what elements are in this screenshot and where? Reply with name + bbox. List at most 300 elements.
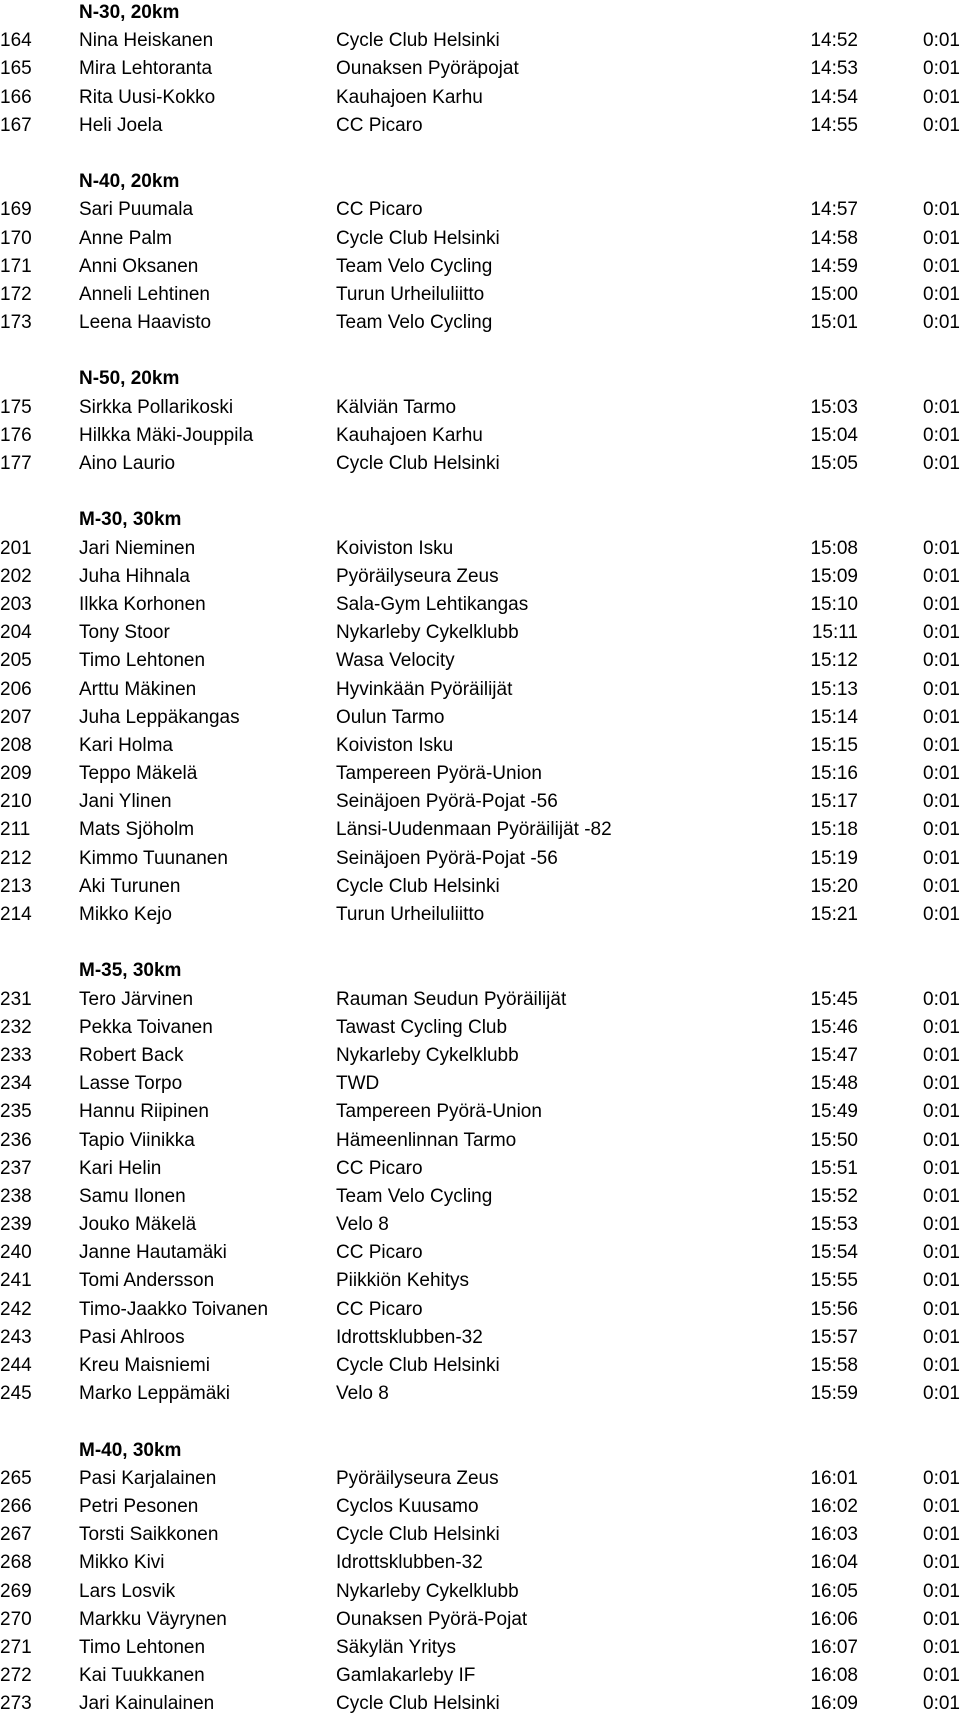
bib-number: 271 <box>0 1636 32 1658</box>
category-title: M-40, 30km <box>79 1439 182 1461</box>
bib-number: 164 <box>0 30 32 52</box>
bib-number: 272 <box>0 1665 32 1687</box>
rider-name: Hannu Riipinen <box>79 1101 209 1123</box>
bib-number: 204 <box>0 622 32 644</box>
start-time: 16:07 <box>810 1636 858 1658</box>
start-interval: 0:01 <box>923 622 960 644</box>
start-interval: 0:01 <box>923 1636 960 1658</box>
rider-name: Kai Tuukkanen <box>79 1665 205 1687</box>
start-interval: 0:01 <box>923 1467 960 1489</box>
bib-number: 170 <box>0 227 32 249</box>
start-interval: 0:01 <box>923 1214 960 1236</box>
rider-row <box>0 1211 960 1239</box>
start-time: 15:58 <box>810 1355 858 1376</box>
rider-name: Janne Hautamäki <box>79 1242 227 1264</box>
rider-name: Tapio Viinikka <box>79 1129 195 1151</box>
club-name: Cycle Club Helsinki <box>336 875 500 897</box>
club-name: Turun Urheiluliitto <box>336 904 485 925</box>
start-time: 16:03 <box>810 1524 858 1546</box>
rider-name: Jani Ylinen <box>79 791 172 813</box>
club-name: Hämeenlinnan Tarmo <box>336 1129 517 1151</box>
start-time: 15:13 <box>810 678 858 700</box>
category-heading <box>0 0 960 27</box>
bib-number: 166 <box>0 86 32 108</box>
start-time: 15:00 <box>810 283 858 305</box>
club-name: Cycle Club Helsinki <box>336 30 500 52</box>
start-time: 15:54 <box>810 1242 858 1264</box>
rider-name: Rita Uusi-Kokko <box>79 86 216 108</box>
start-interval: 0:01 <box>923 763 960 785</box>
club-name: CC Picaro <box>336 1157 423 1179</box>
club-name: Rauman Seudun Pyöräilijät <box>336 988 567 1010</box>
start-time: 15:53 <box>810 1214 858 1236</box>
start-interval: 0:01 <box>923 1270 960 1292</box>
start-time: 16:06 <box>810 1608 858 1630</box>
start-time: 16:02 <box>810 1495 858 1517</box>
bib-number: 234 <box>0 1073 32 1095</box>
start-interval: 0:01 <box>923 1495 960 1517</box>
start-interval: 0:01 <box>923 1129 960 1151</box>
rider-name: Lasse Torpo <box>79 1073 183 1095</box>
bib-number: 206 <box>0 678 32 700</box>
rider-row <box>0 873 960 901</box>
club-name: Tawast Cycling Club <box>336 1016 508 1038</box>
club-name: Länsi-Uudenmaan Pyöräilijät -82 <box>336 819 612 841</box>
rider-name: Sari Puumala <box>79 199 194 221</box>
start-interval: 0:01 <box>923 904 960 925</box>
start-interval: 0:01 <box>923 678 960 700</box>
bib-number: 238 <box>0 1185 32 1207</box>
bib-number: 210 <box>0 791 32 813</box>
start-time: 14:52 <box>810 30 858 52</box>
start-time: 14:59 <box>810 255 858 277</box>
rider-name: Timo Lehtonen <box>79 650 206 672</box>
rider-row <box>0 27 960 55</box>
rider-name: Robert Back <box>79 1044 184 1066</box>
rider-row <box>0 1578 960 1606</box>
rider-name: Tomi Andersson <box>79 1270 215 1292</box>
club-name: Team Velo Cycling <box>336 1185 493 1207</box>
start-time: 15:50 <box>810 1129 858 1151</box>
rider-row <box>0 704 960 732</box>
rider-name: Anneli Lehtinen <box>79 283 210 305</box>
start-time: 15:51 <box>810 1157 858 1179</box>
rider-row <box>0 55 960 83</box>
start-time: 15:56 <box>810 1298 858 1320</box>
start-interval: 0:01 <box>923 1101 960 1123</box>
rider-row <box>0 1324 960 1352</box>
rider-name: Lars Losvik <box>79 1580 176 1602</box>
start-time: 14:57 <box>810 199 858 221</box>
club-name: Seinäjoen Pyörä-Pojat -56 <box>336 791 558 813</box>
rider-name: Mikko Kivi <box>79 1552 165 1574</box>
start-interval: 0:01 <box>923 593 960 615</box>
category-title: N-50, 20km <box>79 368 180 390</box>
start-time: 14:54 <box>810 86 858 108</box>
club-name: Cycle Club Helsinki <box>336 1693 500 1715</box>
bib-number: 237 <box>0 1157 32 1179</box>
rider-row <box>0 1098 960 1126</box>
rider-name: Teppo Mäkelä <box>79 763 198 785</box>
start-time: 16:09 <box>810 1693 858 1715</box>
rider-name: Timo-Jaakko Toivanen <box>79 1298 269 1320</box>
rider-row <box>0 563 960 591</box>
club-name: Wasa Velocity <box>336 650 455 672</box>
club-name: Nykarleby Cykelklubb <box>336 622 519 644</box>
rider-row <box>0 1549 960 1577</box>
bib-number: 209 <box>0 763 32 785</box>
rider-name: Jari Kainulainen <box>79 1693 215 1715</box>
bib-number: 177 <box>0 453 32 474</box>
bib-number: 211 <box>0 819 31 841</box>
start-interval: 0:01 <box>923 312 960 334</box>
rider-name: Mikko Kejo <box>79 904 172 925</box>
start-interval: 0:01 <box>923 1693 960 1715</box>
club-name: Tampereen Pyörä-Union <box>336 1101 542 1123</box>
club-name: Tampereen Pyörä-Union <box>336 763 542 785</box>
rider-row <box>0 225 960 253</box>
bib-number: 173 <box>0 312 32 334</box>
rider-row <box>0 1634 960 1662</box>
start-time: 15:12 <box>810 650 858 672</box>
start-interval: 0:01 <box>923 1073 960 1095</box>
rider-row <box>0 1239 960 1267</box>
rider-row <box>0 845 960 873</box>
bib-number: 212 <box>0 847 32 869</box>
bib-number: 233 <box>0 1044 32 1066</box>
club-name: CC Picaro <box>336 199 423 221</box>
start-time: 15:19 <box>810 847 858 869</box>
rider-name: Nina Heiskanen <box>79 30 214 52</box>
rider-row <box>0 394 960 422</box>
rider-row <box>0 84 960 112</box>
rider-row <box>0 816 960 844</box>
club-name: Seinäjoen Pyörä-Pojat -56 <box>336 847 558 869</box>
start-interval: 0:01 <box>923 1665 960 1687</box>
start-interval: 0:01 <box>923 396 960 418</box>
start-interval: 0:01 <box>923 1044 960 1066</box>
club-name: Velo 8 <box>336 1383 389 1405</box>
section-spacer <box>0 1408 960 1436</box>
rider-name: Pasi Ahlroos <box>79 1326 185 1348</box>
rider-name: Tero Järvinen <box>79 988 194 1010</box>
club-name: Velo 8 <box>336 1214 389 1236</box>
rider-row <box>0 901 960 929</box>
rider-row <box>0 196 960 224</box>
club-name: Pyöräilyseura Zeus <box>336 1467 499 1489</box>
rider-name: Kreu Maisniemi <box>79 1355 210 1376</box>
club-name: Gamlakarleby IF <box>336 1665 476 1687</box>
rider-name: Kari Helin <box>79 1157 162 1179</box>
start-interval: 0:01 <box>923 453 960 474</box>
rider-row <box>0 986 960 1014</box>
club-name: Piikkiön Kehitys <box>336 1270 470 1292</box>
section-spacer <box>0 478 960 506</box>
bib-number: 214 <box>0 904 32 925</box>
start-interval: 0:01 <box>923 1580 960 1602</box>
club-name: Cycle Club Helsinki <box>336 453 500 474</box>
start-interval: 0:01 <box>923 537 960 559</box>
club-name: Ounaksen Pyörä-Pojat <box>336 1608 528 1630</box>
bib-number: 267 <box>0 1524 32 1546</box>
rider-name: Ilkka Korhonen <box>79 593 206 615</box>
rider-row <box>0 1662 960 1690</box>
start-interval: 0:01 <box>923 199 960 221</box>
rider-row <box>0 450 960 478</box>
start-time: 15:59 <box>810 1383 858 1405</box>
start-time: 15:47 <box>810 1044 858 1066</box>
rider-row <box>0 253 960 281</box>
bib-number: 176 <box>0 424 32 446</box>
start-interval: 0:01 <box>923 1016 960 1038</box>
start-interval: 0:01 <box>923 1552 960 1574</box>
club-name: Koiviston Isku <box>336 734 454 756</box>
rider-name: Juha Hihnala <box>79 565 190 587</box>
bib-number: 269 <box>0 1580 32 1602</box>
rider-name: Aki Turunen <box>79 875 181 897</box>
rider-row <box>0 1155 960 1183</box>
club-name: TWD <box>336 1073 380 1095</box>
rider-name: Kari Holma <box>79 734 173 756</box>
club-name: Hyvinkään Pyöräilijät <box>336 678 513 700</box>
bib-number: 171 <box>0 255 32 277</box>
rider-name: Arttu Mäkinen <box>79 678 197 700</box>
start-interval: 0:01 <box>923 734 960 756</box>
club-name: CC Picaro <box>336 1298 423 1320</box>
bib-number: 203 <box>0 593 32 615</box>
rider-name: Aino Laurio <box>79 453 176 474</box>
start-time: 15:49 <box>810 1101 858 1123</box>
bib-number: 169 <box>0 199 32 221</box>
rider-name: Markku Väyrynen <box>79 1608 227 1630</box>
start-interval: 0:01 <box>923 650 960 672</box>
rider-row <box>0 1606 960 1634</box>
rider-name: Heli Joela <box>79 114 163 136</box>
start-time: 15:17 <box>810 791 858 813</box>
rider-row <box>0 647 960 675</box>
club-name: Koiviston Isku <box>336 537 454 559</box>
rider-name: Timo Lehtonen <box>79 1636 206 1658</box>
rider-row <box>0 1465 960 1493</box>
section-spacer <box>0 929 960 957</box>
start-time: 16:04 <box>810 1552 858 1574</box>
category-heading <box>0 365 960 393</box>
club-name: Kauhajoen Karhu <box>336 424 483 446</box>
club-name: Pyöräilyseura Zeus <box>336 565 499 587</box>
bib-number: 165 <box>0 58 32 80</box>
rider-row <box>0 1042 960 1070</box>
start-time: 15:48 <box>810 1073 858 1095</box>
club-name: Sala-Gym Lehtikangas <box>336 593 529 615</box>
rider-row <box>0 1690 960 1718</box>
category-title: M-35, 30km <box>79 960 182 982</box>
rider-row <box>0 1521 960 1549</box>
club-name: Cycle Club Helsinki <box>336 1524 500 1546</box>
club-name: Nykarleby Cykelklubb <box>336 1044 519 1066</box>
start-interval: 0:01 <box>923 86 960 108</box>
rider-row <box>0 676 960 704</box>
rider-name: Marko Leppämäki <box>79 1383 231 1405</box>
start-time: 15:10 <box>810 593 858 615</box>
category-title: N-30, 20km <box>79 2 180 23</box>
rider-row <box>0 760 960 788</box>
start-interval: 0:01 <box>923 1383 960 1405</box>
start-time: 14:53 <box>810 58 858 80</box>
start-time: 15:55 <box>810 1270 858 1292</box>
club-name: CC Picaro <box>336 1242 423 1264</box>
rider-row <box>0 1267 960 1295</box>
section-spacer <box>0 140 960 168</box>
bib-number: 273 <box>0 1693 32 1715</box>
bib-number: 242 <box>0 1298 32 1320</box>
start-interval: 0:01 <box>923 988 960 1010</box>
bib-number: 241 <box>0 1270 32 1292</box>
bib-number: 167 <box>0 114 32 136</box>
start-interval: 0:01 <box>923 283 960 305</box>
start-interval: 0:01 <box>923 30 960 52</box>
start-time: 15:21 <box>810 904 858 925</box>
club-name: Team Velo Cycling <box>336 255 493 277</box>
rider-row <box>0 1352 960 1380</box>
start-interval: 0:01 <box>923 1355 960 1376</box>
rider-name: Juha Leppäkangas <box>79 706 240 728</box>
start-interval: 0:01 <box>923 58 960 80</box>
start-interval: 0:01 <box>923 565 960 587</box>
club-name: Cycle Club Helsinki <box>336 227 500 249</box>
rider-row <box>0 732 960 760</box>
club-name: Kälviän Tarmo <box>336 396 457 418</box>
bib-number: 202 <box>0 565 32 587</box>
start-time: 16:01 <box>810 1467 858 1489</box>
rider-name: Petri Pesonen <box>79 1495 199 1517</box>
start-time: 15:16 <box>810 763 858 785</box>
rider-name: Pekka Toivanen <box>79 1016 213 1038</box>
category-title: N-40, 20km <box>79 171 180 193</box>
rider-row <box>0 112 960 140</box>
bib-number: 236 <box>0 1129 32 1151</box>
start-interval: 0:01 <box>923 706 960 728</box>
start-interval: 0:01 <box>923 1524 960 1546</box>
rider-row <box>0 1296 960 1324</box>
rider-name: Jouko Mäkelä <box>79 1214 197 1236</box>
start-time: 15:20 <box>810 875 858 897</box>
rider-row <box>0 1380 960 1408</box>
start-interval: 0:01 <box>923 1242 960 1264</box>
rider-name: Anne Palm <box>79 227 172 249</box>
start-interval: 0:01 <box>923 791 960 813</box>
start-time: 15:15 <box>810 734 858 756</box>
bib-number: 245 <box>0 1383 32 1405</box>
club-name: Idrottsklubben-32 <box>336 1552 483 1574</box>
bib-number: 239 <box>0 1214 32 1236</box>
bib-number: 244 <box>0 1355 32 1376</box>
start-interval: 0:01 <box>923 227 960 249</box>
rider-row <box>0 591 960 619</box>
rider-name: Leena Haavisto <box>79 312 212 334</box>
category-heading <box>0 506 960 534</box>
start-interval: 0:01 <box>923 819 960 841</box>
rider-row <box>0 1070 960 1098</box>
start-time: 16:05 <box>810 1580 858 1602</box>
section-spacer <box>0 337 960 365</box>
bib-number: 268 <box>0 1552 32 1574</box>
category-title: M-30, 30km <box>79 509 182 531</box>
rider-row <box>0 535 960 563</box>
club-name: Säkylän Yritys <box>336 1636 457 1658</box>
bib-number: 266 <box>0 1495 32 1517</box>
club-name: CC Picaro <box>336 114 423 136</box>
start-interval: 0:01 <box>923 1608 960 1630</box>
start-interval: 0:01 <box>923 1326 960 1348</box>
rider-row <box>0 422 960 450</box>
bib-number: 265 <box>0 1467 32 1489</box>
rider-name: Torsti Saikkonen <box>79 1524 219 1546</box>
start-interval: 0:01 <box>923 424 960 446</box>
start-time: 14:58 <box>810 227 858 249</box>
start-time: 15:45 <box>810 988 858 1010</box>
rider-name: Mira Lehtoranta <box>79 58 213 80</box>
start-time: 15:09 <box>810 565 858 587</box>
start-time: 15:01 <box>810 312 858 334</box>
bib-number: 175 <box>0 396 32 418</box>
start-time: 14:55 <box>810 114 858 136</box>
bib-number: 172 <box>0 283 32 305</box>
club-name: Turun Urheiluliitto <box>336 283 485 305</box>
category-heading <box>0 957 960 985</box>
rider-name: Sirkka Pollarikoski <box>79 396 234 418</box>
rider-name: Pasi Karjalainen <box>79 1467 217 1489</box>
club-name: Cycle Club Helsinki <box>336 1355 500 1376</box>
bib-number: 208 <box>0 734 32 756</box>
start-interval: 0:01 <box>923 1185 960 1207</box>
rider-name: Mats Sjöholm <box>79 819 195 841</box>
club-name: Oulun Tarmo <box>336 706 445 728</box>
bib-number: 205 <box>0 650 32 672</box>
bib-number: 235 <box>0 1101 32 1123</box>
start-time: 16:08 <box>810 1665 858 1687</box>
rider-row <box>0 309 960 337</box>
bib-number: 201 <box>0 537 32 559</box>
start-interval: 0:01 <box>923 847 960 869</box>
category-heading <box>0 168 960 196</box>
rider-row <box>0 1493 960 1521</box>
rider-row <box>0 788 960 816</box>
bib-number: 231 <box>0 988 32 1010</box>
start-time: 15:46 <box>810 1016 858 1038</box>
rider-name: Tony Stoor <box>79 622 170 644</box>
start-interval: 0:01 <box>923 1157 960 1179</box>
start-time: 15:04 <box>810 424 858 446</box>
club-name: Kauhajoen Karhu <box>336 86 483 108</box>
bib-number: 213 <box>0 875 32 897</box>
club-name: Team Velo Cycling <box>336 312 493 334</box>
rider-name: Anni Oksanen <box>79 255 199 277</box>
bib-number: 270 <box>0 1608 32 1630</box>
start-time: 15:08 <box>810 537 858 559</box>
club-name: Cyclos Kuusamo <box>336 1495 479 1517</box>
rider-name: Hilkka Mäki-Jouppila <box>79 424 254 446</box>
rider-name: Samu Ilonen <box>79 1185 186 1207</box>
bib-number: 232 <box>0 1016 32 1038</box>
rider-name: Jari Nieminen <box>79 537 196 559</box>
bib-number: 243 <box>0 1326 32 1348</box>
club-name: Nykarleby Cykelklubb <box>336 1580 519 1602</box>
start-interval: 0:01 <box>923 255 960 277</box>
start-time: 15:57 <box>810 1326 858 1348</box>
category-heading <box>0 1437 960 1465</box>
start-time: 15:52 <box>810 1185 858 1207</box>
start-time: 15:05 <box>810 453 858 474</box>
